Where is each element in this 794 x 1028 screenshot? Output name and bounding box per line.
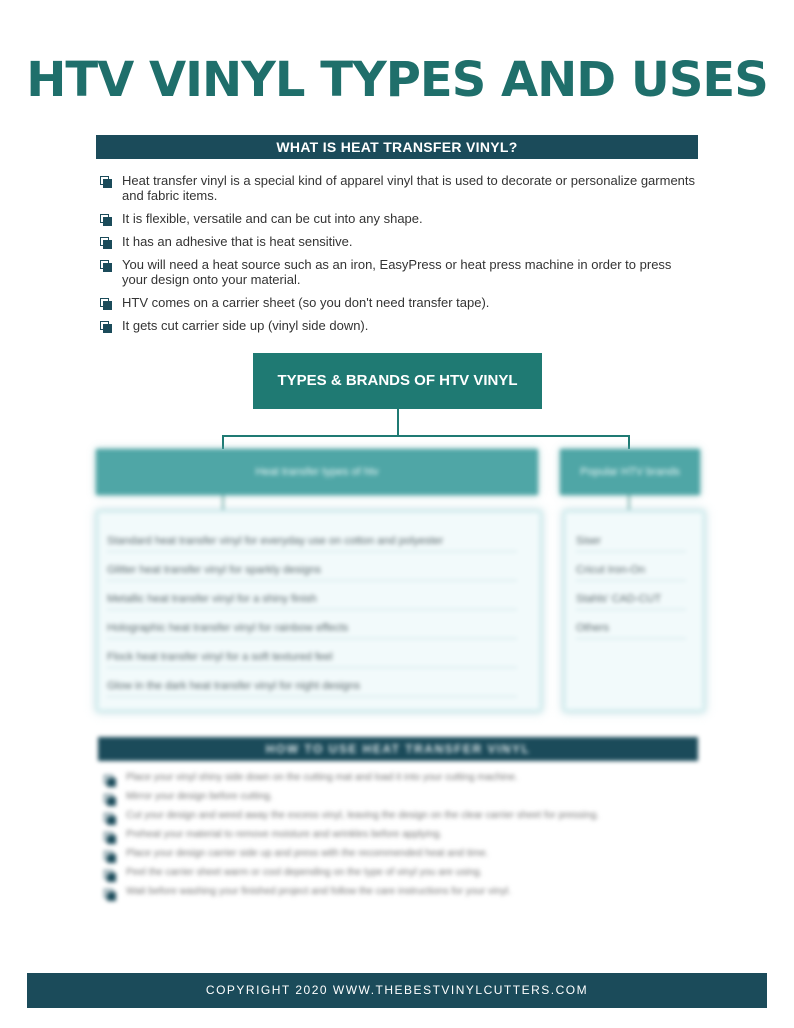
list-item: Glow in the dark heat transfer vinyl for night designs: [107, 680, 517, 697]
list-item: Wait before washing your finished project and follow the care instructions for your vinyl.: [104, 886, 684, 898]
square-bullet-icon: [100, 321, 111, 332]
connector-line: [628, 435, 630, 449]
square-bullet-icon: [104, 775, 115, 786]
list-item: Standard heat transfer vinyl for everyday use on cotton and polyester: [107, 535, 517, 552]
list-item: Stahls' CAD-CUT: [576, 593, 686, 610]
connector-line: [222, 435, 224, 449]
square-bullet-icon: [104, 813, 115, 824]
brands-panel: [563, 510, 705, 712]
list-item: Glitter heat transfer vinyl for sparkly designs: [107, 564, 517, 581]
section-heading-what-is-htv: WHAT IS HEAT TRANSFER VINYL?: [96, 135, 698, 159]
list-item: Holographic heat transfer vinyl for rainbow effects: [107, 622, 517, 639]
connector-line: [222, 435, 630, 437]
connector-line: [222, 495, 224, 510]
square-bullet-icon: [104, 832, 115, 843]
list-item: Cricut Iron-On: [576, 564, 686, 581]
list-item: Preheat your material to remove moisture and wrinkles before applying.: [104, 829, 684, 841]
brands-column-heading: Popular HTV brands: [560, 449, 700, 495]
list-item: Flock heat transfer vinyl for a soft textured feel: [107, 651, 517, 668]
list-item: It is flexible, versatile and can be cut into any shape.: [100, 211, 700, 226]
list-item: Heat transfer vinyl is a special kind of apparel vinyl that is used to decorate or personalize garments and fabric items.: [100, 173, 700, 203]
square-bullet-icon: [100, 298, 111, 309]
htv-facts-list: [100, 173, 700, 341]
connector-line: [628, 495, 630, 510]
connector-line: [397, 409, 399, 436]
square-bullet-icon: [100, 176, 111, 187]
list-item: It gets cut carrier side up (vinyl side down).: [100, 318, 700, 333]
list-item: Mirror your design before cutting.: [104, 791, 684, 803]
square-bullet-icon: [104, 794, 115, 805]
list-item: You will need a heat source such as an iron, EasyPress or heat press machine in order to press your design onto your material.: [100, 257, 700, 287]
square-bullet-icon: [100, 237, 111, 248]
square-bullet-icon: [100, 214, 111, 225]
square-bullet-icon: [104, 870, 115, 881]
types-brands-box: TYPES & BRANDS OF HTV VINYL: [253, 353, 542, 409]
section-heading-how-to-use: HOW TO USE HEAT TRANSFER VINYL: [98, 737, 698, 761]
list-item: Peel the carrier sheet warm or cool depending on the type of vinyl you are using.: [104, 867, 684, 879]
square-bullet-icon: [104, 889, 115, 900]
list-item: Others: [576, 622, 686, 639]
list-item: Metallic heat transfer vinyl for a shiny finish: [107, 593, 517, 610]
types-column-heading: Heat transfer types of htv: [96, 449, 538, 495]
how-to-list: [104, 772, 684, 905]
list-item: Place your vinyl shiny side down on the cutting mat and load it into your cutting machine.: [104, 772, 684, 784]
square-bullet-icon: [100, 260, 111, 271]
types-panel: [96, 510, 542, 712]
list-item: Place your design carrier side up and press with the recommended heat and time.: [104, 848, 684, 860]
list-item: Siser: [576, 535, 686, 552]
list-item: It has an adhesive that is heat sensitive.: [100, 234, 700, 249]
footer-copyright: COPYRIGHT 2020 WWW.THEBESTVINYLCUTTERS.COM: [27, 973, 767, 1008]
list-item: Cut your design and weed away the excess vinyl, leaving the design on the clear carrier sheet for pressing.: [104, 810, 684, 822]
square-bullet-icon: [104, 851, 115, 862]
page-title: HTV VINYL TYPES AND USES: [26, 52, 768, 108]
list-item: HTV comes on a carrier sheet (so you don't need transfer tape).: [100, 295, 700, 310]
